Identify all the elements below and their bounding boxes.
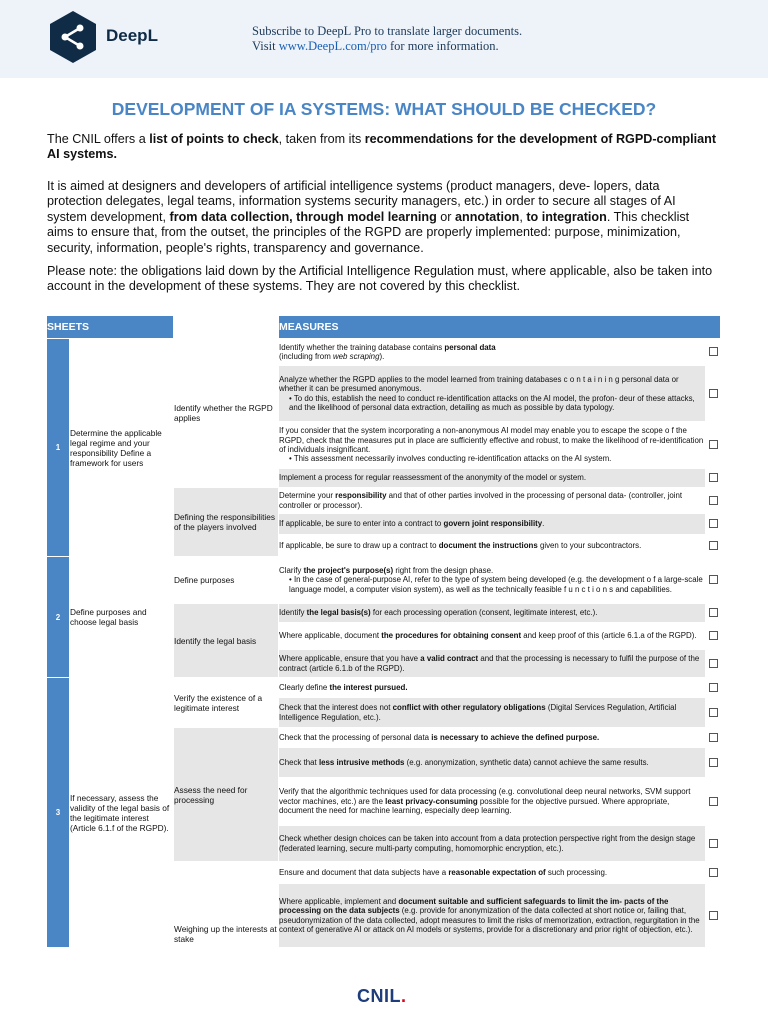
deepl-promo xyxy=(252,24,522,54)
checkbox-icon[interactable] xyxy=(709,389,718,398)
checkbox-cell xyxy=(706,488,721,514)
checkbox-icon[interactable] xyxy=(709,797,718,806)
checkbox-cell xyxy=(706,557,721,604)
table-row xyxy=(47,339,721,366)
measure-text: Verify that the algorithmic techniques used for data processing (e.g. convolutional deep neural networks, SVM support vector machines, etc.) are the least privacy-consuming possible for the objective pursued. Where appropriate, document the need for machine learning, especially deep learning. xyxy=(279,778,706,826)
measure-text: Where applicable, document the procedures for obtaining consent and keep proof of this (article 6.1.a of the RGPD). xyxy=(279,623,706,650)
subsheet-label: Assess the need for processing xyxy=(174,728,279,862)
checkbox-cell xyxy=(706,604,721,623)
table-header-row xyxy=(47,316,721,339)
checkbox-cell xyxy=(706,678,721,698)
sheet-number: 1 xyxy=(47,339,70,557)
subsheet-label: Identify whether the RGPD applies xyxy=(174,339,279,488)
sheet-label: Define purposes and choose legal basis xyxy=(70,557,174,678)
checkbox-icon[interactable] xyxy=(709,519,718,528)
checkbox-icon[interactable] xyxy=(709,473,718,482)
checkbox-icon[interactable] xyxy=(709,911,718,920)
checkbox-cell xyxy=(706,623,721,650)
deepl-banner xyxy=(0,0,768,78)
checkbox-icon[interactable] xyxy=(709,496,718,505)
measure-text: If applicable, be sure to enter into a contract to govern joint responsibility. xyxy=(279,514,706,535)
checkbox-icon[interactable] xyxy=(709,631,718,640)
measure-text: If you consider that the system incorporating a non-anonymous AI model may enable you to escape the scope o f the RGPD, check that the measures put in place are sufficiently effective and robust, to make the likelihood of re-identification of individuals insignificant. • This assessment necessarily involves conducting re-identification attacks on the AI system. xyxy=(279,422,706,469)
promo-line-1: Subscribe to DeepL Pro to translate larger documents. xyxy=(252,24,523,38)
checkbox-icon[interactable] xyxy=(709,541,718,550)
checkbox-icon[interactable] xyxy=(709,839,718,848)
checkbox-cell xyxy=(706,778,721,826)
checklist-table xyxy=(46,315,721,948)
checkbox-cell xyxy=(706,728,721,748)
measure-text: Check that less intrusive methods (e.g. anonymization, synthetic data) cannot achieve the same results. xyxy=(279,748,706,778)
table-row xyxy=(47,678,721,698)
sheet-number: 2 xyxy=(47,557,70,678)
measure-text: Check that the interest does not conflict with other regulatory obligations (Digital Services Regulation, Artificial Intelligence Regulation, etc.). xyxy=(279,698,706,728)
promo-line-2: Visit www.DeepL.com/pro for more information. xyxy=(252,39,499,53)
measure-text: Analyze whether the RGPD applies to the model learned from training databases c o n t a i n i n g personal data or whether it can be presumed anonymous. • To do this, establish the need to conduct re-identification attacks on the AI model, the profon- deur of these attacks, and the likelihood of personal data extraction, detailing as much as possible by data typology. xyxy=(279,366,706,422)
checkbox-cell xyxy=(706,650,721,678)
page-title: DEVELOPMENT OF IA SYSTEMS: WHAT SHOULD BE CHECKED? xyxy=(111,99,657,119)
checkbox-icon[interactable] xyxy=(709,683,718,692)
cnil-logo: CNIL. xyxy=(357,986,407,1006)
measure-text: Determine your responsibility and that of other parties involved in the processing of personal data- (controller, joint controller or processor). xyxy=(279,488,706,514)
measure-text: If applicable, be sure to draw up a contract to document the instructions given to your subcontractors. xyxy=(279,535,706,557)
checkbox-icon[interactable] xyxy=(709,659,718,668)
checkbox-cell xyxy=(706,826,721,862)
checkbox-cell xyxy=(706,884,721,948)
checkbox-cell xyxy=(706,469,721,488)
subsheet-label: Verify the existence of a legitimate interest xyxy=(174,678,279,728)
sheet-label: Determine the applicable legal regime and your responsibility Define a framework for users xyxy=(70,339,174,557)
deepl-logo-icon xyxy=(48,10,98,64)
note-paragraph: Please note: the obligations laid down by the Artificial Intelligence Regulation must, where applicable, also be taken into account in the development of these systems. They are not covered by this checklist. xyxy=(47,264,713,294)
measure-text: Clarify the project's purpose(s) right from the design phase. • In the case of general-purpose AI, refer to the type of system being developed (e.g. the development o f a large-scale language model, a computer vision system), as well as the technically feasible f u n c t i o n s and capabilities. xyxy=(279,557,706,604)
checkbox-icon[interactable] xyxy=(709,440,718,449)
sheet-number: 3 xyxy=(47,678,70,948)
checkbox-cell xyxy=(706,698,721,728)
table-row xyxy=(47,557,721,604)
checkbox-icon[interactable] xyxy=(709,608,718,617)
measure-text: Ensure and document that data subjects have a reasonable expectation of such processing. xyxy=(279,862,706,884)
deepl-pro-link[interactable]: www.DeepL.com/pro xyxy=(278,39,387,53)
checkbox-icon[interactable] xyxy=(709,708,718,717)
measure-text: Where applicable, ensure that you have a valid contract and that the processing is necessary to fulfil the purpose of the contract (article 6.1.b of the RGPD). xyxy=(279,650,706,678)
measures-header: MEASURES xyxy=(279,316,721,339)
deepl-brand-name: DeepL xyxy=(106,26,158,45)
subsheet-label: Define purposes xyxy=(174,557,279,604)
measure-text: Identify whether the training database contains personal data (including from web scraping). xyxy=(279,339,706,366)
checkbox-cell xyxy=(706,535,721,557)
checkbox-icon[interactable] xyxy=(709,733,718,742)
checkbox-icon[interactable] xyxy=(709,575,718,584)
checkbox-cell xyxy=(706,862,721,884)
checkbox-cell xyxy=(706,748,721,778)
checkbox-icon[interactable] xyxy=(709,347,718,356)
subsheet-label: Weighing up the interests at stake xyxy=(174,862,279,948)
header-spacer xyxy=(174,316,279,339)
checkbox-icon[interactable] xyxy=(709,868,718,877)
measure-text: Check whether design choices can be taken into account from a data protection perspective right from the design stage (federated learning, secure multi-party computing, homomorphic encryption, etc.). xyxy=(279,826,706,862)
checkbox-cell xyxy=(706,514,721,535)
measure-text: Identify the legal basis(s) for each processing operation (consent, legitimate interest, etc.). xyxy=(279,604,706,623)
measure-text: Implement a process for regular reassessment of the anonymity of the model or system. xyxy=(279,469,706,488)
checkbox-cell xyxy=(706,366,721,422)
intro-paragraph: The CNIL offers a list of points to check, taken from its recommendations for the development of RGPD-compliant AI systems. xyxy=(47,132,717,162)
measure-text: Check that the processing of personal data is necessary to achieve the defined purpose. xyxy=(279,728,706,748)
sheets-header: SHEETS xyxy=(47,316,174,339)
sheet-label: If necessary, assess the validity of the legal basis of the legitimate interest (Article 6.1.f of the RGPD). xyxy=(70,678,174,948)
checkbox-cell xyxy=(706,339,721,366)
measure-text: Clearly define the interest pursued. xyxy=(279,678,706,698)
checkbox-cell xyxy=(706,422,721,469)
audience-paragraph: It is aimed at designers and developers of artificial intelligence systems (product managers, deve- lopers, data protection delegates, legal teams, information systems security managers, etc.) in order to secure all stages of AI system development, from data collection, through model learning or annotation, to integration. This checklist aims to ensure that, from the outset, the principles of the RGPD are properly implemented: purpose, minimization, security, information, people's rights, transparency and governance. xyxy=(47,179,690,255)
measure-text: Where applicable, implement and document suitable and sufficient safeguards to limit the im- pacts of the processing on the data subjects (e.g. provide for anonymization of the data collected at short notice or, failing that, pseudonymization of the data collected, adopt measures to limit the risks of memorization, extraction, regurgitation in the context of generative AI or attack on AI models or systems, provide for a discretionary and prior right of objection, etc.). xyxy=(279,884,706,948)
subsheet-label: Defining the responsibilities of the players involved xyxy=(174,488,279,557)
checkbox-icon[interactable] xyxy=(709,758,718,767)
subsheet-label: Identify the legal basis xyxy=(174,604,279,678)
